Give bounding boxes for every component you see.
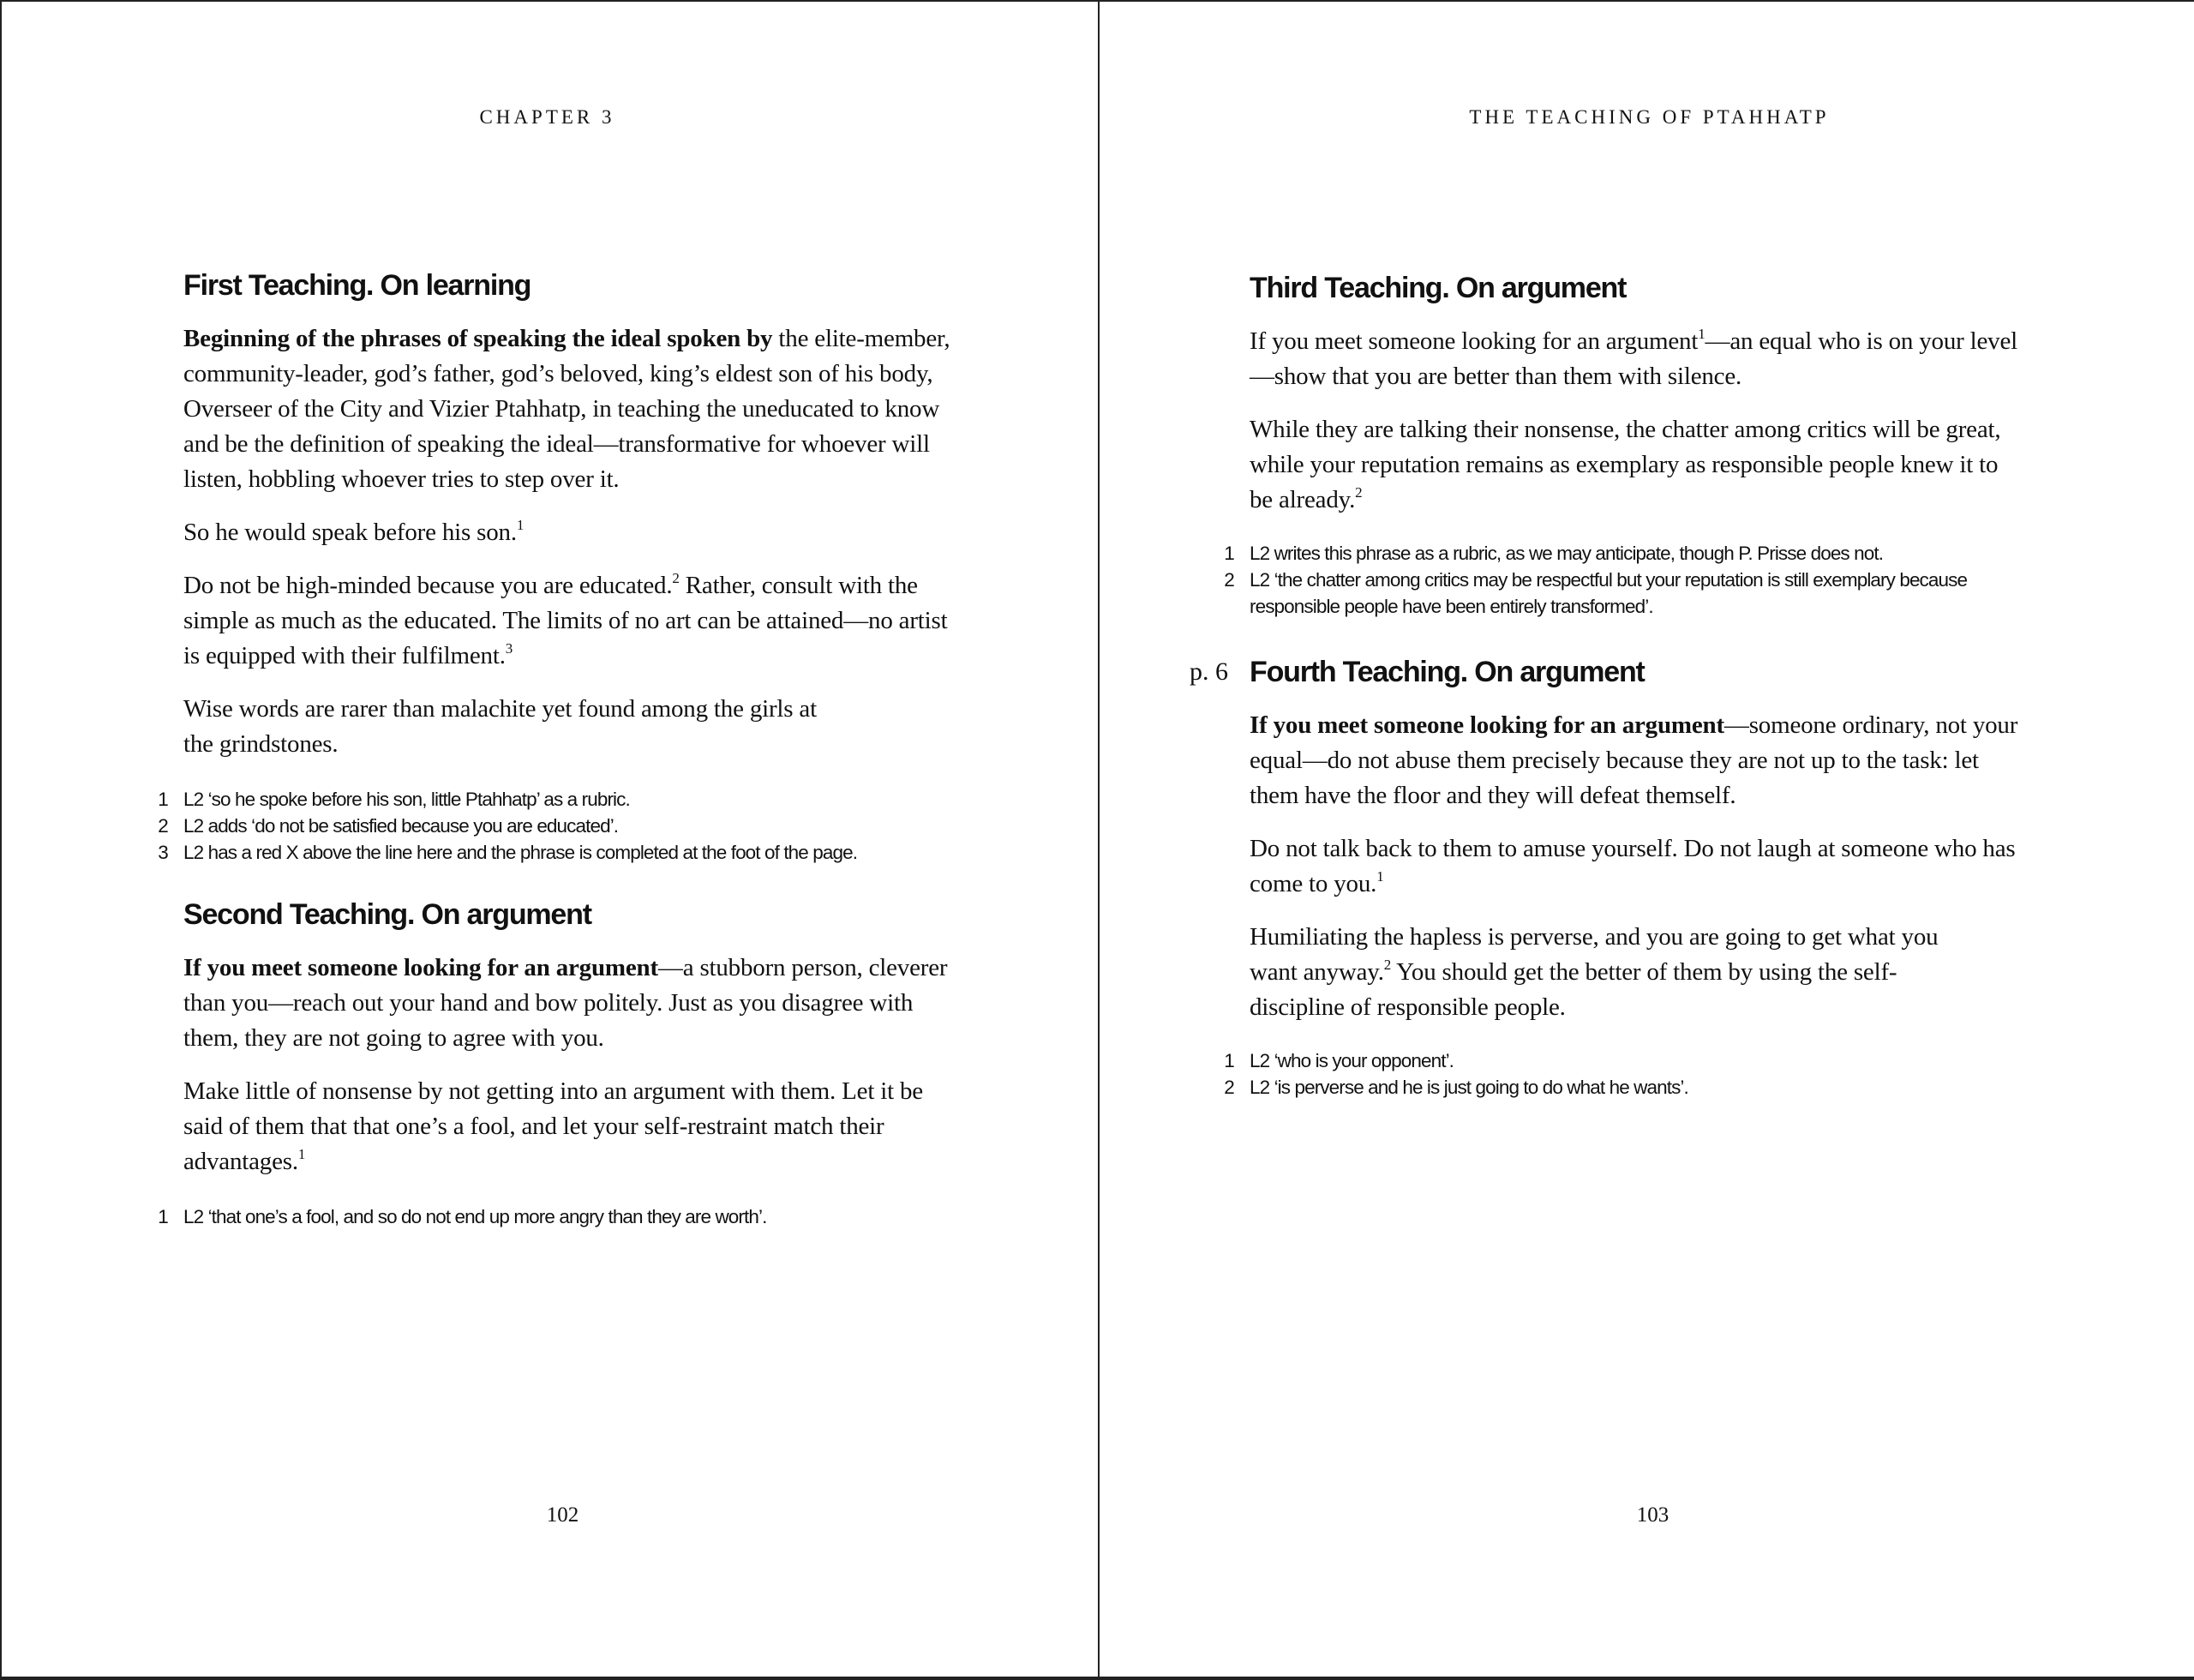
section-first-teaching bbox=[158, 269, 955, 866]
section-fourth-teaching bbox=[1190, 656, 2021, 1101]
footnote-ref[interactable]: 2 bbox=[1355, 484, 1363, 501]
footnote: 2 L2 adds ‘do not be satisfied because you are educated’. bbox=[183, 813, 955, 839]
page-number: 103 bbox=[1636, 1503, 1669, 1527]
footnote: 1 L2 writes this phrase as a rubric, as we may anticipate, though P. Prisse does not. bbox=[1250, 540, 2021, 567]
footnote-ref[interactable]: 1 bbox=[1376, 868, 1384, 885]
footnote-ref[interactable]: 1 bbox=[516, 517, 525, 533]
paragraph: Humiliating the hapless is perverse, and you are going to get what you want anyway.$^2$ You should get the better of them by using the self-discipline of responsible people. bbox=[1250, 923, 1939, 1021]
footnote: 1 L2 ‘so he spoke before his son, little Ptahhatp’ as a rubric. bbox=[183, 786, 955, 813]
footnote-number: 1 bbox=[158, 1206, 168, 1227]
footnotes bbox=[158, 786, 955, 866]
running-head: CHAPTER 3 bbox=[479, 106, 615, 128]
section-second-teaching bbox=[158, 898, 955, 1230]
section-third-teaching bbox=[1224, 272, 2021, 620]
footnote: 1 L2 ‘who is your opponent’. bbox=[1250, 1047, 2021, 1074]
footnote: 2 L2 ‘is perverse and he is just going to do what he wants’. bbox=[1250, 1074, 2021, 1101]
paragraph: If you meet someone looking for an argument—a stubborn person, cleverer than you—reach out your hand and bow politely. Just as you disagree with them, they are not going to agree with you. bbox=[183, 954, 948, 1052]
lead-phrase: Beginning of the phrases of speaking the ideal spoken by bbox=[183, 325, 773, 352]
footnotes bbox=[1224, 1047, 2021, 1101]
page-content bbox=[158, 269, 955, 1230]
footnote-number: 3 bbox=[158, 842, 168, 863]
footnote-number: 2 bbox=[1224, 1077, 1234, 1098]
paragraph: Do not be high-minded because you are educated.$^2$ Rather, consult with the simple as much as the educated. The limits of no art can be attained—no artist is equipped with their fulfilment.$^3$ bbox=[183, 570, 948, 669]
paragraph: If you meet someone looking for an argument$^1$—an equal who is on your level—show that you are better than them with silence. bbox=[1250, 326, 2017, 390]
footnote-ref[interactable]: 2 bbox=[1383, 957, 1392, 973]
footnote-ref[interactable]: 1 bbox=[1698, 326, 1705, 342]
footnotes bbox=[1224, 540, 2021, 620]
running-head: THE TEACHING OF PTAHHATP bbox=[1469, 106, 1830, 128]
section-heading: p. 6 Fourth Teaching. On argument bbox=[1190, 656, 1645, 688]
section-heading: Second Teaching. On argument bbox=[183, 898, 591, 931]
section-gap bbox=[183, 866, 955, 898]
footnote-number: 1 bbox=[158, 789, 168, 810]
footnote-number: 2 bbox=[1224, 569, 1234, 591]
footnote-number: 2 bbox=[158, 815, 168, 837]
footnote: 3 L2 has a red X above the line here and the phrase is completed at the foot of the page. bbox=[183, 839, 955, 866]
paragraph: While they are talking their nonsense, the chatter among critics will be great, while your reputation remains as exemplary as responsible people knew it to be already.$^2$ bbox=[1250, 416, 2001, 513]
paragraph: Make little of nonsense by not getting into an argument with them. Let it be said of them that that one’s a fool, and let your self-restraint match their advantages.$^1$ bbox=[183, 1077, 923, 1175]
right-page bbox=[1100, 2, 2194, 1677]
footnote-ref[interactable]: 3 bbox=[505, 640, 513, 657]
section-gap bbox=[1250, 620, 2021, 656]
section-heading: Third Teaching. On argument bbox=[1250, 272, 1627, 304]
paragraph: Do not talk back to them to amuse yourself. Do not laugh at someone who has come to you.$^1$ bbox=[1250, 835, 2016, 897]
footnote-ref[interactable]: 2 bbox=[672, 570, 680, 586]
paragraph: Wise words are rarer than malachite yet found among the girls at the grindstones. bbox=[183, 695, 817, 758]
lead-phrase: If you meet someone looking for an argument bbox=[183, 954, 658, 981]
manuscript-page-marker: p. 6 bbox=[1190, 657, 1228, 686]
page-number: 102 bbox=[546, 1503, 579, 1527]
paragraph: Beginning of the phrases of speaking the ideal spoken by the elite-member, community-leader, god’s father, god’s beloved, king’s eldest son of his body, Overseer of the City and Vizier Ptahhatp, in teaching the uneducated to know and be the definition of speaking the ideal—transformative for whoever will listen, hobbling whoever tries to step over it. bbox=[183, 325, 950, 493]
paragraph: If you meet someone looking for an argument—someone ordinary, not your equal—do not abuse them precisely because they are not up to the task: let them have the floor and they will defeat themself. bbox=[1250, 711, 2018, 809]
footnote: 2 L2 ‘the chatter among critics may be respectful but your reputation is still exemplary because responsible people have been entirely transformed’. bbox=[1250, 567, 2021, 620]
footnotes bbox=[158, 1203, 955, 1230]
section-heading: First Teaching. On learning bbox=[183, 269, 531, 302]
footnote-number: 1 bbox=[1224, 543, 1234, 564]
footnote-ref[interactable]: 1 bbox=[297, 1146, 306, 1162]
lead-phrase: If you meet someone looking for an argument bbox=[1250, 711, 1724, 739]
paragraph: So he would speak before his son.$^1$ bbox=[183, 517, 525, 546]
page-content bbox=[1190, 272, 2021, 1101]
footnote: 1 L2 ‘that one’s a fool, and so do not end up more angry than they are worth’. bbox=[183, 1203, 955, 1230]
footnote-number: 1 bbox=[1224, 1050, 1234, 1071]
left-page bbox=[2, 2, 1100, 1677]
